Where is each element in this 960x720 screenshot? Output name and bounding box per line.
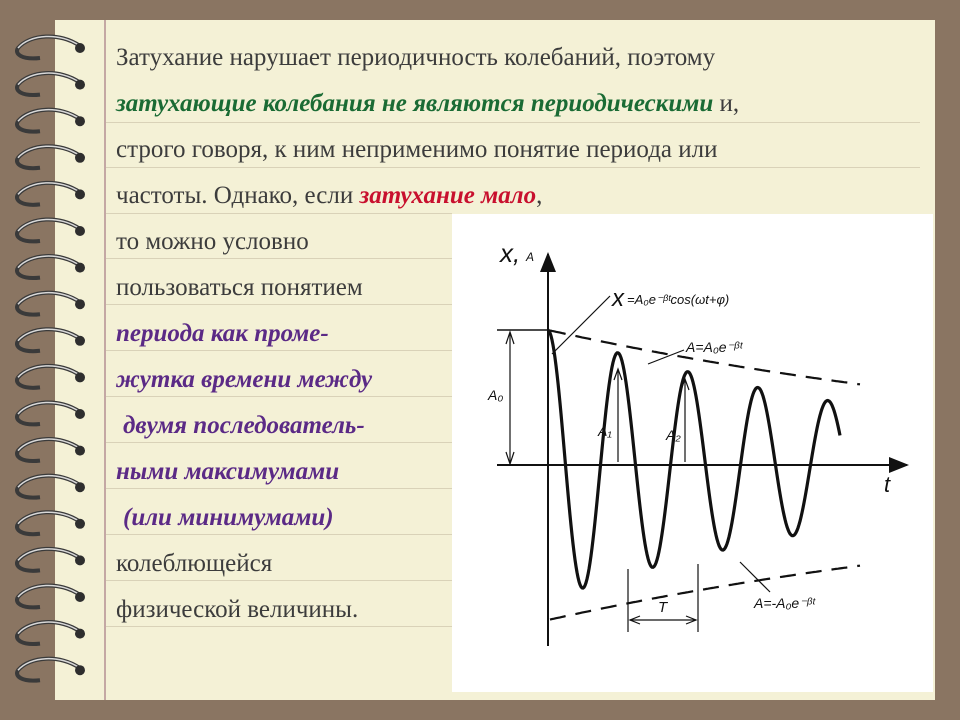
text-line-11: (или минимумами): [123, 504, 334, 531]
rule-line: [106, 396, 452, 397]
text-line-4: [116, 181, 542, 211]
label-a2: A₂: [666, 427, 681, 443]
x-axis-label: t: [884, 472, 891, 497]
spiral-ring: [17, 622, 85, 644]
spiral-ring: [17, 146, 85, 168]
damped-oscillation-curve: [548, 330, 840, 588]
formula-lower-envelope: A=-A₀e⁻ᵝᵗ: [754, 595, 815, 611]
spiral-binding: [0, 0, 110, 720]
text-line-6: пользоваться понятием: [116, 274, 363, 301]
y-axis-label-a: A: [526, 250, 535, 264]
spiral-ring: [17, 36, 85, 58]
formula-x: =A₀e⁻ᵝᵗcos(ωt+φ): [627, 292, 730, 307]
text-line-9: двумя последователь-: [123, 412, 365, 439]
rule-line: [106, 213, 452, 214]
rule-line: [106, 167, 920, 168]
spiral-ring: [17, 476, 85, 498]
spiral-ring: [17, 439, 85, 461]
label-period-t: T: [658, 599, 668, 616]
rule-line: [106, 488, 452, 489]
graph-panel: [452, 214, 933, 692]
spiral-ring: [17, 549, 85, 571]
formula-lower-pointer: [740, 562, 770, 592]
text-line-13: физической величины.: [116, 596, 359, 623]
spiral-ring: [17, 585, 85, 607]
text-line-8: жутка времени между: [116, 366, 373, 393]
formula-x-pointer: [552, 296, 610, 354]
text-line-5: то можно условно: [116, 228, 309, 255]
spiral-ring: [17, 293, 85, 315]
y-axis-label: x,: [500, 238, 521, 268]
spiral-ring: [17, 512, 85, 534]
spiral-ring: [17, 366, 85, 388]
rule-line: [106, 258, 452, 259]
spiral-ring: [17, 73, 85, 95]
formula-upper-envelope: A=A₀e⁻ᵝᵗ: [686, 339, 743, 355]
rule-line: [106, 580, 452, 581]
rule-line: [106, 626, 452, 627]
text-line-4-start: частоты. Однако, если: [116, 182, 360, 209]
text-line-2: [116, 89, 739, 119]
spiral-ring: [17, 402, 85, 424]
damped-oscillation-graph: [452, 214, 933, 692]
spiral-ring: [17, 329, 85, 351]
emphasis-damped-not-periodic: затухающие колебания не являются периодическими: [116, 90, 714, 117]
rule-line: [106, 442, 452, 443]
lower-envelope-curve: [550, 566, 860, 620]
spiral-ring: [17, 110, 85, 132]
text-line-12: колеблющейся: [116, 550, 273, 577]
text-line-4-end: ,: [536, 182, 543, 209]
text-line-10: ными максимумами: [116, 458, 340, 485]
text-line-7: периода как проме-: [116, 320, 329, 347]
emphasis-damping-small: затухание мало: [359, 182, 537, 209]
rule-line: [106, 122, 920, 123]
spiral-ring: [17, 183, 85, 205]
spiral-ring: [17, 256, 85, 278]
spiral-ring: [17, 659, 85, 681]
rule-line: [106, 304, 452, 305]
text-line-2-end: и,: [713, 90, 740, 117]
rule-line: [106, 350, 452, 351]
spiral-ring: [17, 219, 85, 241]
text-line-1: Затухание нарушает периодичность колебаний, поэтому: [116, 44, 716, 71]
text-line-3: строго говоря, к ним неприменимо понятие периода или: [116, 136, 718, 163]
label-a1: A₁: [598, 423, 612, 439]
label-a0: A₀: [488, 387, 504, 403]
formula-x-lead: x: [612, 285, 624, 312]
rule-line: [106, 534, 452, 535]
